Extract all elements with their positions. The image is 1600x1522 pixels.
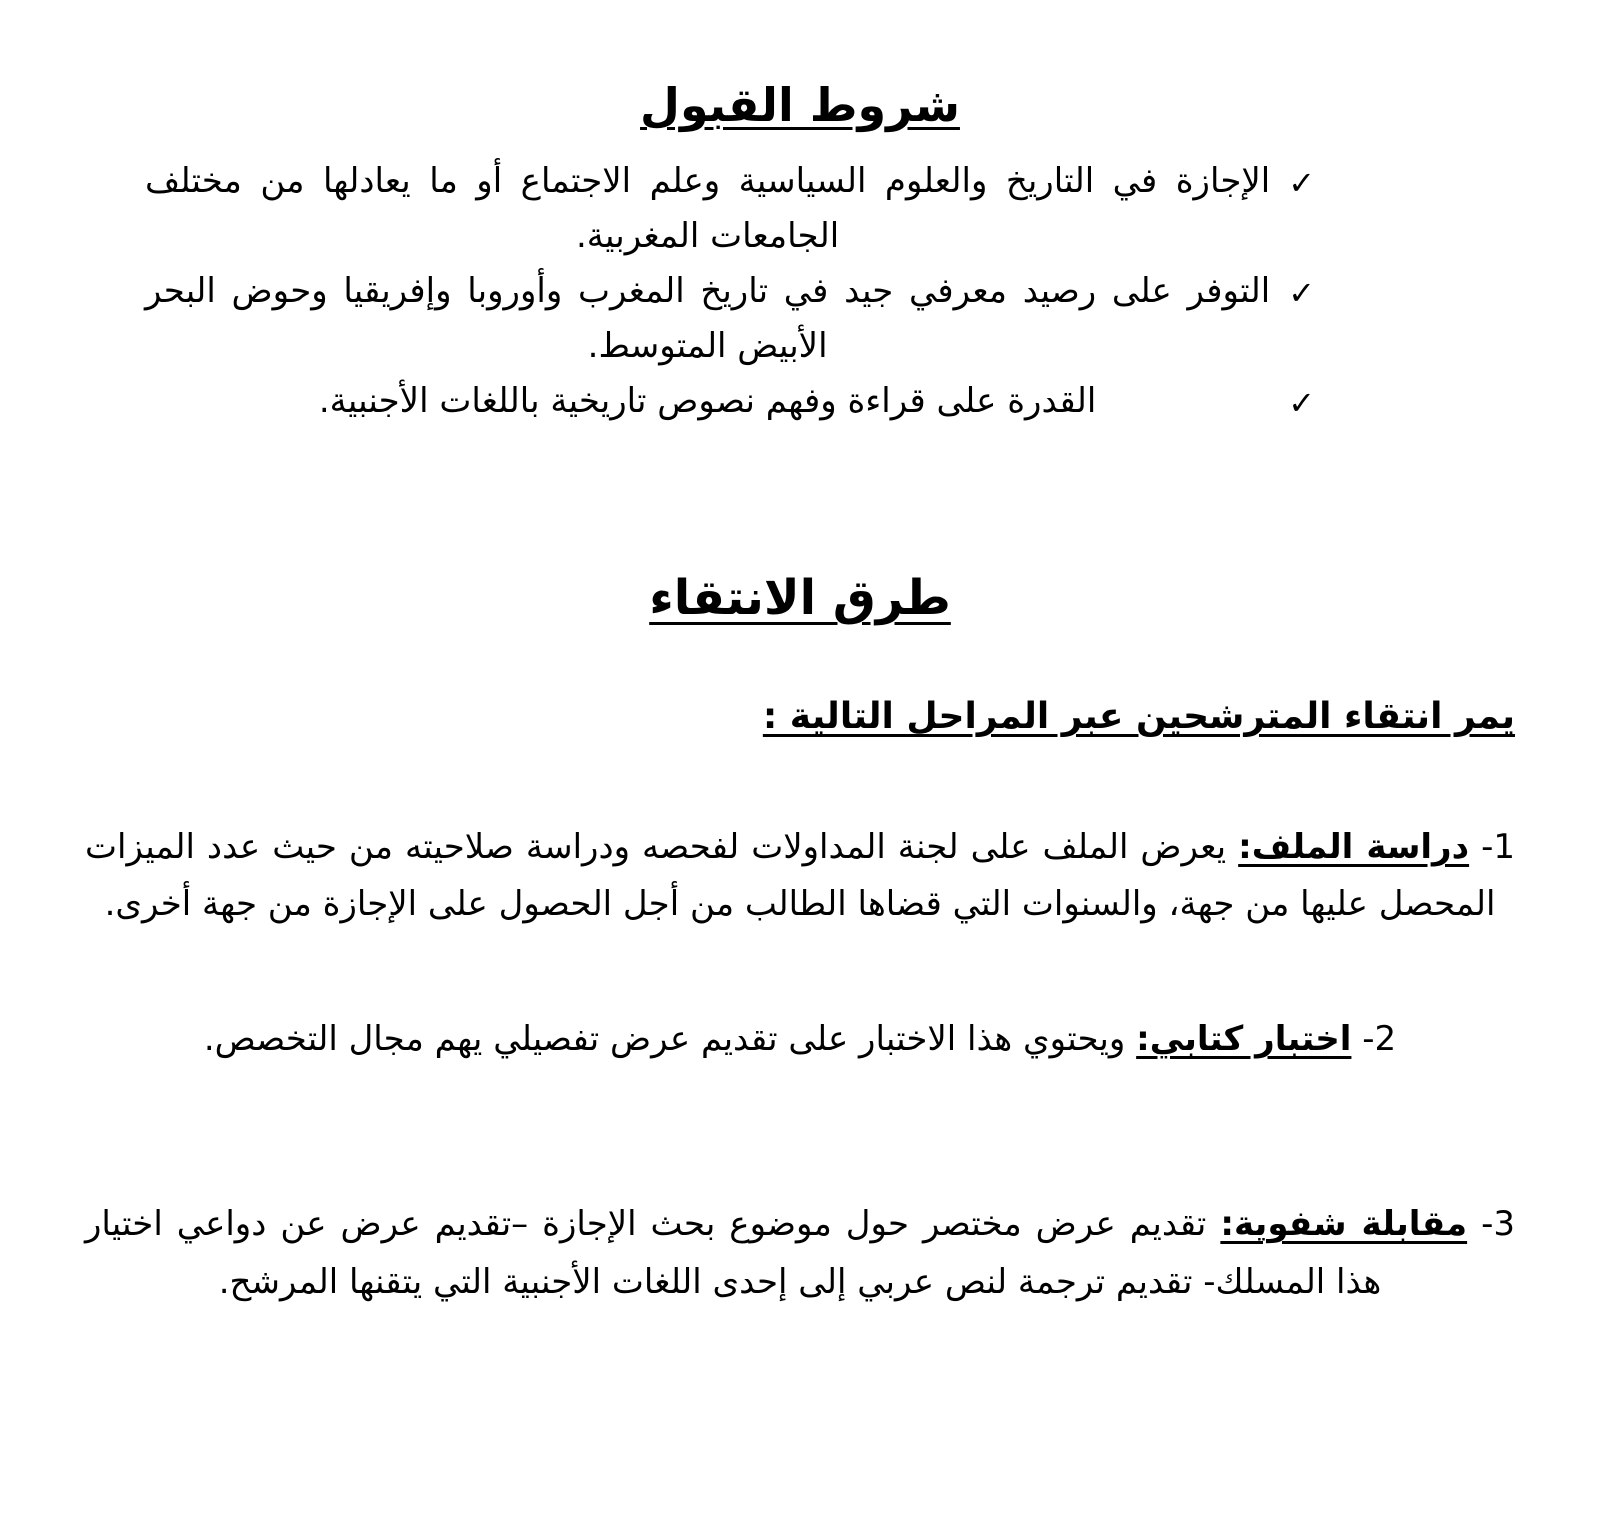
list-item <box>145 374 1315 430</box>
step-lead: اختبار كتابي: <box>1136 1019 1352 1060</box>
admission-conditions-title: شروط القبول <box>640 78 960 132</box>
step-text: ويحتوي هذا الاختبار على تقديم عرض تفصيلي يهم مجال التخصص. <box>203 1019 1126 1060</box>
step-text: تقديم عرض مختصر حول موضوع بحث الإجازة –تقديم عرض عن دواعي اختيار هذا المسلك- تقديم ترجمة لنص عربي إلى إحدى اللغات الأجنبية التي يتقنها المرشح. <box>85 1204 1382 1302</box>
step-number: 3- <box>1481 1204 1515 1245</box>
selection-step-1 <box>85 819 1515 933</box>
step-lead: دراسة الملف: <box>1238 827 1470 868</box>
list-item-text: التوفر على رصيد معرفي جيد في تاريخ المغرب وأوروبا وإفريقيا وحوض البحر الأبيض المتوسط. <box>145 271 1271 367</box>
list-item <box>145 264 1315 374</box>
selection-step-3 <box>85 1196 1515 1310</box>
admission-conditions-list <box>85 154 1515 430</box>
checkmark-icon: ✓ <box>1288 384 1315 423</box>
step-lead: مقابلة شفوية: <box>1220 1204 1468 1245</box>
step-number: 2- <box>1362 1019 1397 1060</box>
selection-step-2 <box>85 1011 1515 1068</box>
list-item-text: القدرة على قراءة وفهم نصوص تاريخية باللغات الأجنبية. <box>318 381 1097 422</box>
list-item-text: الإجازة في التاريخ والعلوم السياسية وعلم الاجتماع أو ما يعادلها من مختلف الجامعات المغربية. <box>145 161 1271 257</box>
selection-methods-title: طرق الانتقاء <box>649 570 951 627</box>
checkmark-icon: ✓ <box>1288 164 1315 202</box>
step-number: 1- <box>1481 827 1516 868</box>
list-item <box>145 154 1315 264</box>
step-text: يعرض الملف على لجنة المداولات لفحصه ودراسة صلاحيته من حيث عدد الميزات المحصل عليها من جهة، والسنوات التي قضاها الطالب من أجل الحصول على الإجازة من جهة أخرى. <box>85 827 1496 925</box>
checkmark-icon: ✓ <box>1288 274 1315 313</box>
selection-intro-line: يمر انتقاء المترشحين عبر المراحل التالية : <box>762 696 1515 738</box>
